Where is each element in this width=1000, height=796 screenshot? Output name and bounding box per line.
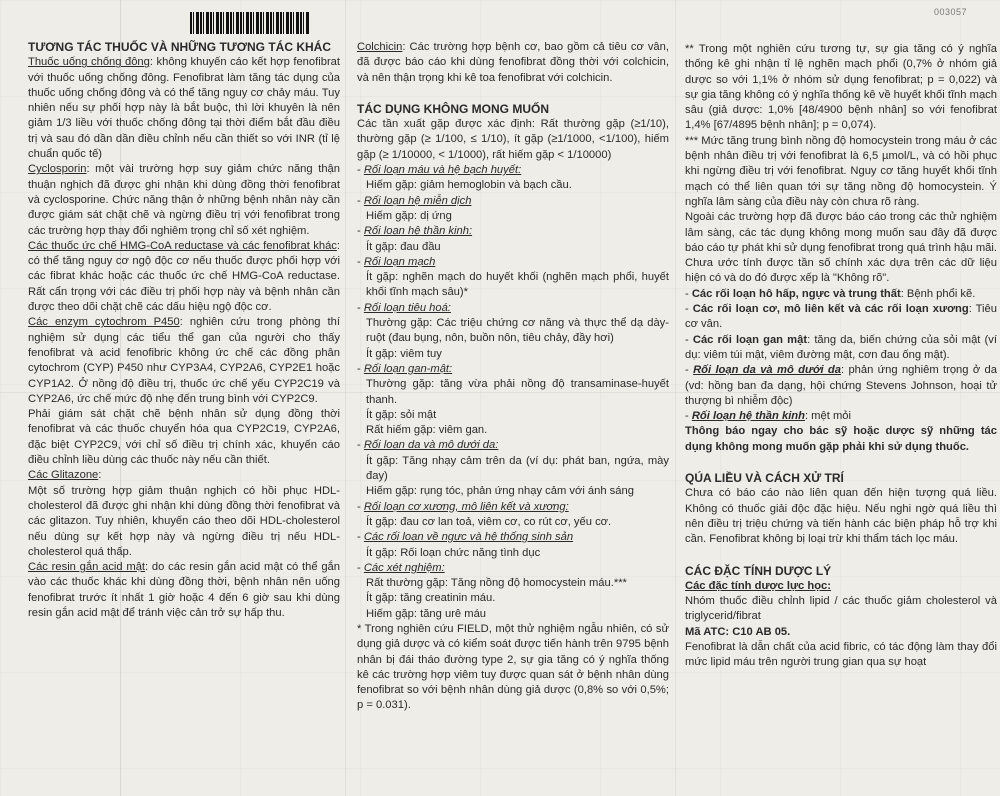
section-heading: TƯƠNG TÁC THUỐC VÀ NHỮNG TƯƠNG TÁC KHÁC xyxy=(28,40,331,54)
category-label: Các rối loạn về ngực và hệ thống sinh sản xyxy=(363,531,574,544)
category-label: Các xét nghiệm: xyxy=(363,561,445,574)
bullet-dash: - xyxy=(685,333,693,346)
fold-line xyxy=(345,0,346,796)
paragraph xyxy=(28,560,340,621)
bullet-term: Rối loạn hệ thần kinh xyxy=(691,410,805,423)
bullet-item xyxy=(685,333,997,364)
bold-line: Mã ATC: C10 AB 05. xyxy=(685,625,791,638)
section-heading: TÁC DỤNG KHÔNG MONG MUỐN xyxy=(357,101,549,116)
fold-line xyxy=(675,0,676,796)
indented-line: Rất thường gặp: Tăng nồng độ homocystein máu.*** xyxy=(366,577,627,590)
bullet-text: : tăng da, biến chứng của sỏi mật (ví dụ: viêm túi mật, viêm đường mật, cơn đau ống mật). xyxy=(685,333,997,361)
category-label: Rối loạn tiêu hoá: xyxy=(363,301,451,314)
paragraph: *** Mức tăng trung bình nồng độ homocystein trong máu ở các bệnh nhân điều trị với fenofibrat là 6,5 µmol/L, và có hồi phục khi ngừng điều trị với fenofibrat. Nguy cơ tăng huyết khối tĩnh mạch có thể liên quan tới sự tăng nồng độ homocystein. Ý nghĩa lâm sàng của điều này còn chưa rõ ràng. xyxy=(685,134,997,208)
bullet-dash: - xyxy=(357,439,364,452)
bullet-heading xyxy=(357,561,669,576)
paragraph xyxy=(28,484,340,560)
paragraph xyxy=(28,55,340,162)
code-label: 003057 xyxy=(934,7,968,17)
paragraph xyxy=(28,468,340,483)
paragraph xyxy=(28,315,340,407)
bullet-heading xyxy=(357,194,669,209)
paragraph-text: : nghiên cứu trong phòng thí nghiệm sử dụng các tiểu thể gan của người cho thấy fenofibrat và acid fenofibric không ức chế các đồng phân cytochrom (CYP) P450 như CYP3A4, CYP2A6, CYP2E1 hoặc CYP1A2. Ở nồng độ điều trị, thuốc ức chế yếu CYP2C19 và CYP2A6, ức chế mức độ nhẹ đến trung bình với CYP2C9. xyxy=(28,316,340,405)
bullet-dash: - xyxy=(685,364,694,377)
paragraph xyxy=(28,162,340,238)
indented-line: Ít gặp: viêm tuy xyxy=(366,347,442,360)
bullet-dash: - xyxy=(357,225,364,238)
category-label: Rối loạn mạch xyxy=(363,255,436,268)
paragraph-text: : xyxy=(98,469,102,482)
bullet-text: : Bệnh phổi kẽ. xyxy=(900,287,976,300)
term-label: Thuốc uống chống đông xyxy=(28,56,150,69)
paragraph-text: : có thể tăng nguy cơ ngộ độc cơ nếu thuốc được phối hợp với các fibrat khác hoặc các thuốc ức chế HMG-CoA reductase. Rất cẩn trọng với các điều trị phối hợp này và bệnh nhân cần được theo dõi chặt chẽ các dấu hiệu ngộ độc cơ. xyxy=(28,239,340,314)
indented-line: Ít gặp: Rối loạn chức năng tình dục xyxy=(366,546,541,559)
paragraph: Các tần xuất gặp được xác định: Rất thường gặp (≥1/10), thường gặp (≥ 1/100, ≤ 1/10), ít gặp (≥1/1000, <1/100), hiếm gặp (≥ 1/10000, < 1/1000), rất hiếm gặp < 1/10000) xyxy=(357,118,669,161)
bullet-dash: - xyxy=(685,287,692,300)
bullet-dash: - xyxy=(357,362,364,375)
bullet-text: : mệt mỏi xyxy=(804,410,851,423)
category-label: Rối loạn da và mô dưới da: xyxy=(363,439,499,452)
bullet-term: Các rối loạn hô hấp, ngực và trung thất xyxy=(691,287,901,300)
bullet-text: : phản ứng nghiêm trọng ở da (vd: hồng ban đa dạng, hội chứng Stevens Johnson, hoại tử thượng bì nhiễm độc) xyxy=(685,364,997,407)
paragraph-text: Phải giám sát chặt chẽ bệnh nhân sử dụng đồng thời fenofibrat và các thuốc chuyển hóa qua CYP2C19, CYP2A6, đặc biệt CYP2C9, với chỉ số điều trị chính xác, khuyến cáo điều chỉnh liều dùng các thuốc này nếu cần thiết. xyxy=(28,408,340,467)
indented-line: Hiếm gặp: dị ứng xyxy=(366,209,452,222)
bullet-term: Các rối loạn gan mật xyxy=(692,333,808,346)
category-label: Rối loạn máu và hệ bạch huyết: xyxy=(363,164,522,177)
indented-line: Hiếm gặp: giảm hemoglobin và bạch cầu. xyxy=(366,179,572,192)
paragraph xyxy=(357,40,669,86)
bullet-item xyxy=(685,302,997,333)
indented-line: Ít gặp: Tăng nhạy cảm trên da (ví dụ: phát ban, ngứa, mày đay) xyxy=(366,454,669,483)
column-1 xyxy=(28,40,340,621)
bullet-dash: - xyxy=(357,500,364,513)
paragraph: Fenofibrat là dẫn chất của acid fibric, có tác động làm thay đổi mức lipid máu trên người trung gian qua sự hoạt xyxy=(685,640,997,669)
bullet-item xyxy=(685,409,997,424)
term-label: Cyclosporin xyxy=(28,163,87,176)
term-label: Các resin gắn acid mật xyxy=(28,561,146,574)
spacer xyxy=(357,86,669,102)
category-label: Rối loạn hệ miễn dịch xyxy=(363,194,472,207)
paragraph-text: : do các resin gắn acid mật có thể gắn vào các thuốc khác khi dùng đồng thời, bệnh nhân nên uống fenofibrat trước ít nhất 1 giờ hoặc 4 đến 6 giờ sau khi dùng resin gắn acid mật để tránh việc cản trở sự hấp thu. xyxy=(28,561,340,619)
term-label: Các enzym cytochrom P450 xyxy=(28,316,180,329)
bullet-term: Các rối loạn cơ, mô liên kết và các rối loạn xương xyxy=(692,303,969,316)
paragraph-text: Một số trường hợp giảm thuận nghịch có hồi phục HDL-cholesterol đã được ghi nhận khi dùng đồng thời fenofibrat và các glitazon. Tuy nhiên, khuyến cáo theo dõi HDL-cholesterol nếu dùng sự kết hợp này và ngừng điều trị nếu HDL-cholesterol quá thấp. xyxy=(28,484,340,558)
indented-line: Rất hiếm gặp: viêm gan. xyxy=(366,424,488,437)
bullet-heading xyxy=(357,500,669,515)
paragraph: * Trong nghiên cứu FIELD, một thử nghiệm ngẫu nhiên, có sử dụng giả dược và có kiểm soát được tiến hành trên 9795 bệnh nhân bị đái tháo đường type 2, sự gia tăng có ý nghĩa thống kê các trường hợp viêm tuy được quan sát ở bệnh nhân dùng fenofibrat so với bệnh nhân dùng giả dược (0,8% so với 0,5%; p = 0.031). xyxy=(357,622,669,712)
bullet-dash: - xyxy=(357,561,364,574)
bullet-dash: - xyxy=(357,194,364,207)
spacer xyxy=(685,548,997,564)
indented-line: Thường gặp: Các triệu chứng cơ năng và thực thể dạ dày-ruột (đau bụng, nôn, buồn nôn, tiêu chảy, đầy hơi) xyxy=(366,317,669,345)
bullet-heading xyxy=(357,530,669,545)
bullet-dash: - xyxy=(685,303,693,316)
paragraph-text: : không khuyến cáo kết hợp fenofibrat với thuốc uống chống đông. Fenofibrat làm tăng tác dụng của thuốc uống chống đông và có thể tăng nguy cơ chảy máu. Tuy nhiên nếu sự phối hợp này là bắt buộc, thì lời khuyên là nên giảm 1/3 liều với thuốc chống đông tại thời điểm bắt đầu điều trị và sau đó dần dần điều chỉnh nếu cần thiết so với INR (tỉ lệ chuẩn quốc tế) xyxy=(28,56,340,161)
paragraph: Nhóm thuốc điều chỉnh lipid / các thuốc giảm cholesterol và triglycerid/fibrat xyxy=(685,595,997,623)
indented-line: Ít gặp: đau cơ lan toả, viêm cơ, co rút cơ, yếu cơ. xyxy=(366,515,612,528)
bullet-term: Rối loạn da và mô dưới da xyxy=(693,364,841,377)
term-label: Các Glitazone xyxy=(28,469,99,482)
column-3 xyxy=(685,42,997,671)
indented-line: Ít gặp: sỏi mật xyxy=(366,408,437,421)
category-label: Rối loạn hệ thần kinh: xyxy=(363,225,473,238)
bullet-heading xyxy=(357,224,669,239)
spacer xyxy=(685,455,997,471)
paragraph: Chưa có báo cáo nào liên quan đến hiện tượng quá liều. Không có thuốc giải độc đặc hiệu. Nếu nghi ngờ quá liều thì nên điều trị triệu chứng và tiến hành các biện pháp hỗ trợ khi cần. Fenofibrat không bị loại trừ khi thẩm tách lọc máu. xyxy=(685,487,997,546)
bullet-heading xyxy=(357,255,669,270)
paragraph: Ngoài các trường hợp đã được báo cáo trong các thử nghiệm lâm sàng, các tác dụng không mong muốn sau đây đã được báo cáo tự phát khi sử dụng fenofibrat trong quá trình hậu mãi. Chưa ước tính được tần số chính xác dựa trên các dữ liệu hiện có và do đó được xếp là "Không rõ". xyxy=(685,211,997,285)
term-label: Colchicin xyxy=(357,41,403,53)
bold-paragraph: Thông báo ngay cho bác sỹ hoặc dược sỹ những tác dụng không mong muốn gặp phải khi sử dụng thuốc. xyxy=(685,425,997,453)
bullet-dash: - xyxy=(357,301,364,314)
indented-line: Hiếm gặp: rụng tóc, phản ứng nhạy cảm với ánh sáng xyxy=(366,485,634,498)
bullet-heading xyxy=(357,438,669,453)
barcode xyxy=(190,12,310,34)
indented-line: Hiếm gặp: tăng urê máu xyxy=(366,607,487,620)
bullet-item xyxy=(685,287,997,302)
column-2 xyxy=(357,40,669,714)
bullet-dash: - xyxy=(357,255,364,268)
bullet-dash: - xyxy=(357,531,364,544)
category-label: Rối loạn gan-mật: xyxy=(363,362,453,375)
bullet-item xyxy=(685,363,997,409)
bullet-dash: - xyxy=(357,164,364,177)
category-label: Rối loạn cơ xương, mô liên kết và xương: xyxy=(363,500,569,513)
paragraph: ** Trong một nghiên cứu tương tự, sự gia tăng có ý nghĩa thống kê ghi nhận tỉ lệ nghẽn mạch phổi (0,7% ở nhóm giả dược so với 1,1% ở nhóm sử dụng fenofibrat; p = 0,022) và sự gia tăng không có ý nghĩa thống kê về huyết khối tĩnh mạch sâu (giả dược: 1,0% [48/4900 bệnh nhân] so với fenofibrat 1,4% [67/4895 bệnh nhân]; p = 0,074). xyxy=(685,43,997,132)
section-heading: QÚA LIỀU VÀ CÁCH XỬ TRÍ xyxy=(685,471,844,486)
bullet-dash: - xyxy=(685,410,692,423)
indented-line: Thường gặp: tăng vừa phải nồng độ transaminase-huyết thanh. xyxy=(366,378,669,406)
section-heading: CÁC ĐẶC TÍNH DƯỢC LÝ xyxy=(685,563,832,578)
paragraph-text: : một vài trường hợp suy giảm chức năng thận thuận nghịch đã được ghi nhận khi dùng đồng thời fenofibrat và cyclosporine. Chức năng thận ở những bệnh nhân này cần được giám sát chặt chẽ và ngừng điều trị với fenofibrat trong các trường hợp thay đổi nghiêm trọng chỉ số xét nghiệm. xyxy=(28,163,340,237)
bullet-text: : Tiêu cơ vân. xyxy=(685,303,997,331)
indented-line: Ít gặp: nghẽn mạch do huyết khối (nghẽn mạch phổi, huyết khối tĩnh mạch sâu)* xyxy=(366,271,669,299)
bullet-heading xyxy=(357,301,669,316)
subheading: Các đặc tính dược lực học: xyxy=(685,579,832,592)
indented-line: Ít gặp: đau đầu xyxy=(366,240,441,253)
bullet-heading xyxy=(357,163,669,178)
indented-line: Ít gặp: tăng creatinin máu. xyxy=(366,592,496,605)
paragraph-text: : Các trường hợp bệnh cơ, bao gồm cả tiêu cơ vân, đã được báo cáo khi dùng fenofibrat đồng thời với colchicin, và nên thận trọng khi kê toa fenofibrat với colchicin. xyxy=(357,41,669,84)
term-label: Các thuốc ức chế HMG-CoA reductase và các fenofibrat khác xyxy=(28,239,337,252)
paragraph xyxy=(28,407,340,468)
paragraph xyxy=(28,239,340,315)
bullet-heading xyxy=(357,362,669,377)
